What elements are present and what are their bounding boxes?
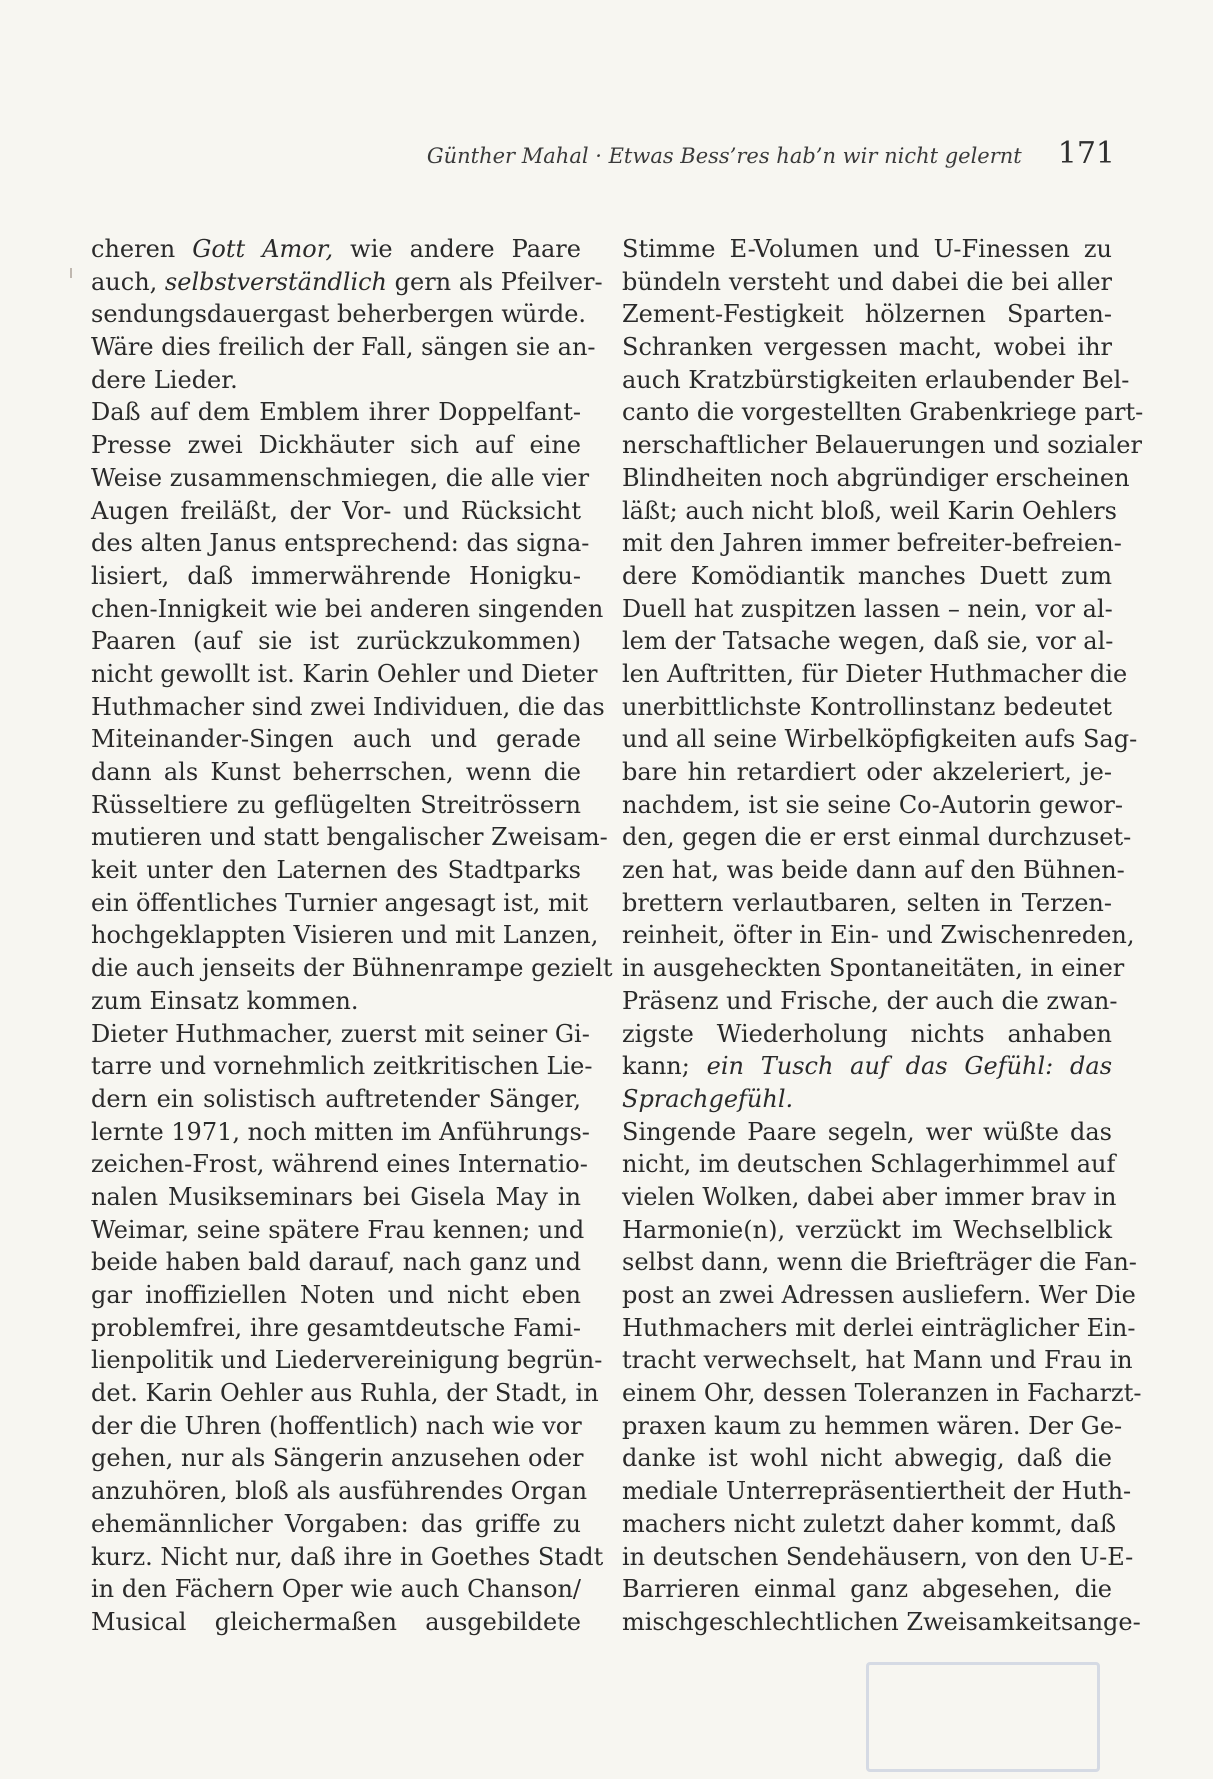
text-segment: reinheit, öfter in Ein- und Zwischenreden, bbox=[622, 921, 1135, 950]
running-head bbox=[400, 136, 1115, 171]
text-line bbox=[622, 756, 1112, 789]
text-segment: und all seine Wirbelköpfigkeiten aufs Sag- bbox=[622, 725, 1138, 754]
text-line bbox=[622, 1018, 1112, 1051]
text-segment: det. Karin Oehler aus Ruhla, der Stadt, in bbox=[91, 1379, 599, 1408]
text-segment: des alten Janus entsprechend: das signa- bbox=[91, 529, 590, 558]
right-text-column bbox=[622, 233, 1144, 1639]
text-segment: ein öffentliches Turnier angesagt ist, mit bbox=[91, 888, 589, 917]
text-line bbox=[622, 396, 1144, 429]
text-segment: Schranken vergessen macht, wobei ihr bbox=[622, 333, 1112, 362]
text-line bbox=[622, 952, 1125, 985]
italic-text: Sprachgefühl. bbox=[622, 1084, 794, 1113]
text-segment: gehen, nur als Sängerin anzusehen oder bbox=[91, 1444, 584, 1473]
text-line bbox=[91, 1573, 581, 1606]
text-line bbox=[622, 887, 1112, 920]
text-segment: Musical gleichermaßen ausgebildete bbox=[91, 1607, 581, 1636]
text-segment: Augen freiläßt, der Vor- und Rücksicht bbox=[91, 496, 581, 525]
text-segment: vielen Wolken, dabei aber immer brav in bbox=[622, 1182, 1117, 1211]
text-line bbox=[622, 429, 1142, 462]
text-line bbox=[91, 1181, 581, 1214]
text-segment: gern als Pfeilver- bbox=[387, 267, 603, 296]
text-line bbox=[622, 1279, 1136, 1312]
text-line bbox=[91, 462, 590, 495]
text-segment: Wäre dies freilich der Fall, sängen sie an- bbox=[91, 333, 596, 362]
text-line bbox=[622, 462, 1130, 495]
text-line bbox=[91, 723, 581, 756]
text-segment: Daß auf dem Emblem ihrer Doppelfant- bbox=[91, 398, 581, 427]
text-segment: mit den Jahren immer befreiter-befreien- bbox=[622, 529, 1122, 558]
text-line bbox=[91, 1018, 590, 1051]
text-line bbox=[622, 593, 1112, 626]
text-line bbox=[91, 364, 581, 397]
text-segment: Huthmacher sind zwei Individuen, die das bbox=[91, 692, 605, 721]
text-line bbox=[622, 266, 1112, 299]
text-line bbox=[91, 691, 605, 724]
text-segment: zigste Wiederholung nichts anhaben bbox=[622, 1019, 1112, 1048]
text-segment: den, gegen die er erst einmal durchzuset- bbox=[622, 823, 1132, 852]
text-segment: Presse zwei Dickhäuter sich auf eine bbox=[91, 431, 581, 460]
text-line bbox=[622, 1246, 1137, 1279]
text-line bbox=[91, 919, 599, 952]
text-segment: dann als Kunst beherrschen, wenn die bbox=[91, 758, 581, 786]
text-line bbox=[622, 495, 1117, 528]
text-line bbox=[91, 789, 581, 822]
text-line bbox=[622, 1573, 1112, 1606]
text-segment: in ausgeheckten Spontaneitäten, in einer bbox=[622, 954, 1125, 983]
text-segment: auch, bbox=[91, 267, 165, 296]
text-segment: Zement-Festigkeit hölzernen Sparten- bbox=[622, 300, 1112, 329]
text-line bbox=[622, 1475, 1132, 1508]
running-title: Günther Mahal · Etwas Bess’res hab’n wir nicht gelernt bbox=[426, 144, 1022, 168]
text-segment: bare hin retardiert oder akzeleriert, je- bbox=[622, 758, 1112, 786]
text-line bbox=[91, 298, 587, 331]
page-number: 171 bbox=[1057, 136, 1115, 171]
text-segment: bündeln versteht und dabei die bei aller bbox=[622, 267, 1112, 296]
text-segment: nachdem, ist sie seine Co-Autorin gewor- bbox=[622, 790, 1123, 819]
text-segment: zum Einsatz kommen. bbox=[91, 986, 359, 1015]
text-line bbox=[91, 1508, 581, 1541]
text-line bbox=[622, 919, 1135, 952]
text-line bbox=[622, 1442, 1112, 1475]
text-segment: einem Ohr, dessen Toleranzen in Facharzt- bbox=[622, 1379, 1142, 1408]
text-line bbox=[622, 1344, 1133, 1377]
text-line bbox=[91, 625, 581, 658]
text-segment: nicht gewollt ist. Karin Oehler und Dieter bbox=[91, 659, 598, 688]
text-segment: Harmonie(n), verzückt im Wechselblick bbox=[622, 1215, 1112, 1244]
text-segment: mediale Unterrepräsentiertheit der Huth- bbox=[622, 1477, 1132, 1506]
library-stamp bbox=[866, 1662, 1100, 1772]
text-segment: dere Komödiantik manches Duett zum bbox=[622, 561, 1112, 590]
text-line bbox=[622, 985, 1118, 1018]
text-line bbox=[91, 495, 581, 528]
text-segment: praxen kaum zu hemmen wären. Der Ge- bbox=[622, 1411, 1123, 1440]
text-line bbox=[91, 985, 581, 1018]
text-segment: mischgeschlechtlichen Zweisamkeitsange- bbox=[622, 1607, 1141, 1636]
text-line bbox=[622, 625, 1112, 658]
text-line bbox=[91, 854, 581, 887]
text-line bbox=[622, 658, 1128, 691]
text-segment: Duell hat zuspitzen lassen – nein, vor al- bbox=[622, 594, 1113, 623]
text-line bbox=[91, 1410, 581, 1443]
italic-text: ein Tusch auf das Gefühl: das bbox=[706, 1052, 1113, 1081]
text-line bbox=[91, 1541, 604, 1574]
margin-mark bbox=[70, 268, 72, 278]
text-segment: Dieter Huthmacher, zuerst mit seiner Gi- bbox=[91, 1019, 590, 1048]
text-line bbox=[91, 396, 581, 429]
text-line bbox=[91, 429, 581, 462]
text-line bbox=[91, 1442, 584, 1475]
text-line bbox=[91, 1116, 590, 1149]
text-line bbox=[622, 527, 1122, 560]
text-line bbox=[622, 854, 1125, 887]
text-segment: cheren bbox=[91, 235, 193, 263]
text-segment: danke ist wohl nicht abwegig, daß die bbox=[622, 1444, 1112, 1473]
text-line bbox=[91, 1475, 588, 1508]
text-line bbox=[91, 266, 603, 299]
text-segment: post an zwei Adressen ausliefern. Wer Die bbox=[622, 1281, 1136, 1309]
text-segment: problemfrei, ihre gesamtdeutsche Fami- bbox=[91, 1313, 581, 1342]
italic-text: selbstverständlich bbox=[164, 267, 388, 296]
text-segment: lernte 1971, noch mitten im Anführungs- bbox=[91, 1117, 590, 1146]
text-segment: kurz. Nicht nur, daß ihre in Goethes Stadt bbox=[91, 1542, 604, 1571]
text-segment: anzuhören, bloß als ausführendes Organ bbox=[91, 1477, 588, 1506]
text-segment: canto die vorgestellten Grabenkriege part- bbox=[622, 398, 1144, 427]
text-line bbox=[622, 789, 1123, 822]
text-segment: die auch jenseits der Bühnenrampe gezielt bbox=[91, 954, 613, 983]
text-line bbox=[91, 1344, 603, 1377]
text-line bbox=[91, 1050, 593, 1083]
text-line bbox=[622, 364, 1130, 397]
text-line bbox=[91, 1279, 581, 1312]
text-line bbox=[91, 887, 589, 920]
text-line bbox=[91, 233, 581, 266]
text-segment: keit unter den Laternen des Stadtparks bbox=[91, 856, 581, 885]
text-segment: in deutschen Sendehäusern, von den U-E- bbox=[622, 1542, 1134, 1571]
text-line bbox=[91, 1083, 581, 1116]
text-line bbox=[91, 1148, 588, 1181]
text-segment: lienpolitik und Liedervereinigung begrün- bbox=[91, 1346, 603, 1375]
text-segment: machers nicht zuletzt daher kommt, daß bbox=[622, 1509, 1116, 1538]
text-segment: dern ein solistisch auftretender Sänger, bbox=[91, 1084, 581, 1113]
text-line bbox=[622, 1541, 1134, 1574]
text-segment: zeichen-Frost, während eines Internatio- bbox=[91, 1150, 588, 1179]
text-line bbox=[622, 298, 1112, 331]
text-segment: mutieren und statt bengalischer Zweisam- bbox=[91, 823, 608, 852]
text-line bbox=[622, 1410, 1123, 1443]
text-segment: Weise zusammenschmiegen, die alle vier bbox=[91, 463, 590, 492]
text-line bbox=[91, 756, 581, 789]
text-line bbox=[622, 1181, 1117, 1214]
text-line bbox=[622, 1214, 1112, 1247]
text-segment: in den Fächern Oper wie auch Chanson/ bbox=[91, 1575, 581, 1604]
text-segment: tracht verwechselt, hat Mann und Frau in bbox=[622, 1346, 1133, 1375]
text-segment: unerbittlichste Kontrollinstanz bedeutet bbox=[622, 692, 1112, 721]
text-line bbox=[622, 1083, 1112, 1116]
text-segment: auch Kratzbürstigkeiten erlaubender Bel- bbox=[622, 365, 1130, 394]
text-line bbox=[91, 593, 604, 626]
text-segment: kann; bbox=[622, 1052, 707, 1081]
text-segment: Paaren (auf sie ist zurückzukommen) bbox=[91, 627, 581, 656]
text-line bbox=[91, 1246, 581, 1279]
text-line bbox=[91, 560, 581, 593]
text-line bbox=[622, 1377, 1142, 1410]
text-segment: Stimme E-Volumen und U-Finessen zu bbox=[622, 235, 1112, 263]
text-line bbox=[622, 1508, 1116, 1541]
italic-text: Gott Amor, bbox=[192, 235, 334, 263]
text-segment: brettern verlautbaren, selten in Terzen- bbox=[622, 888, 1112, 917]
text-segment: Blindheiten noch abgründiger erscheinen bbox=[622, 463, 1130, 492]
text-line bbox=[91, 1377, 599, 1410]
text-line bbox=[622, 233, 1112, 266]
text-segment: hochgeklappten Visieren und mit Lanzen, bbox=[91, 921, 599, 950]
text-line bbox=[622, 723, 1138, 756]
text-segment: Singende Paare segeln, wer wüßte das bbox=[622, 1117, 1112, 1146]
text-segment: Rüsseltiere zu geflügelten Streitrössern bbox=[91, 790, 581, 819]
text-segment: nicht, im deutschen Schlagerhimmel auf bbox=[622, 1150, 1116, 1179]
text-line bbox=[622, 1312, 1136, 1345]
text-segment: Weimar, seine spätere Frau kennen; und bbox=[91, 1215, 585, 1244]
text-line bbox=[622, 1606, 1141, 1639]
text-segment: nalen Musikseminars bei Gisela May in bbox=[91, 1182, 581, 1211]
text-line bbox=[91, 821, 608, 854]
text-segment: tarre und vornehmlich zeitkritischen Lie- bbox=[91, 1052, 593, 1081]
text-segment: Miteinander-Singen auch und gerade bbox=[91, 725, 581, 754]
text-segment: ehemännlicher Vorgaben: das griffe zu bbox=[91, 1509, 581, 1538]
text-segment: dere Lieder. bbox=[91, 365, 238, 394]
text-segment: chen-Innigkeit wie bei anderen singenden bbox=[91, 594, 604, 623]
text-line bbox=[91, 1312, 581, 1345]
text-segment: Barrieren einmal ganz abgesehen, die bbox=[622, 1575, 1112, 1604]
text-segment: nerschaftlicher Belauerungen und sozialer bbox=[622, 431, 1142, 460]
text-segment: selbst dann, wenn die Briefträger die Fan- bbox=[622, 1248, 1137, 1277]
text-line bbox=[622, 1116, 1112, 1149]
text-segment: läßt; auch nicht bloß, weil Karin Oehlers bbox=[622, 496, 1117, 525]
text-segment: Präsenz und Frische, der auch die zwan- bbox=[622, 986, 1118, 1015]
text-segment: wie andere Paare bbox=[333, 235, 581, 263]
text-line bbox=[91, 1214, 585, 1247]
text-line bbox=[91, 952, 613, 985]
text-segment: Huthmachers mit derlei einträglicher Ein- bbox=[622, 1313, 1136, 1342]
text-segment: lisiert, daß immerwährende Honigku- bbox=[91, 561, 581, 590]
text-line bbox=[622, 691, 1112, 724]
text-line bbox=[91, 1606, 581, 1639]
text-segment: lem der Tatsache wegen, daß sie, vor al- bbox=[622, 627, 1114, 656]
text-line bbox=[622, 560, 1112, 593]
text-line bbox=[622, 821, 1132, 854]
text-line bbox=[91, 658, 598, 691]
text-line bbox=[622, 1148, 1116, 1181]
text-segment: gar inoffiziellen Noten und nicht eben bbox=[91, 1281, 581, 1309]
text-segment: der die Uhren (hoffentlich) nach wie vor bbox=[91, 1411, 582, 1440]
text-segment: sendungsdauergast beherbergen würde. bbox=[91, 300, 587, 329]
left-text-column bbox=[91, 233, 613, 1639]
text-line bbox=[622, 331, 1112, 364]
text-segment: beide haben bald darauf, nach ganz und bbox=[91, 1248, 581, 1277]
text-line bbox=[622, 1050, 1112, 1083]
text-line bbox=[91, 527, 590, 560]
text-segment: zen hat, was beide dann auf den Bühnen- bbox=[622, 856, 1125, 885]
text-line bbox=[91, 331, 596, 364]
text-segment: len Auftritten, für Dieter Huthmacher die bbox=[622, 659, 1128, 688]
